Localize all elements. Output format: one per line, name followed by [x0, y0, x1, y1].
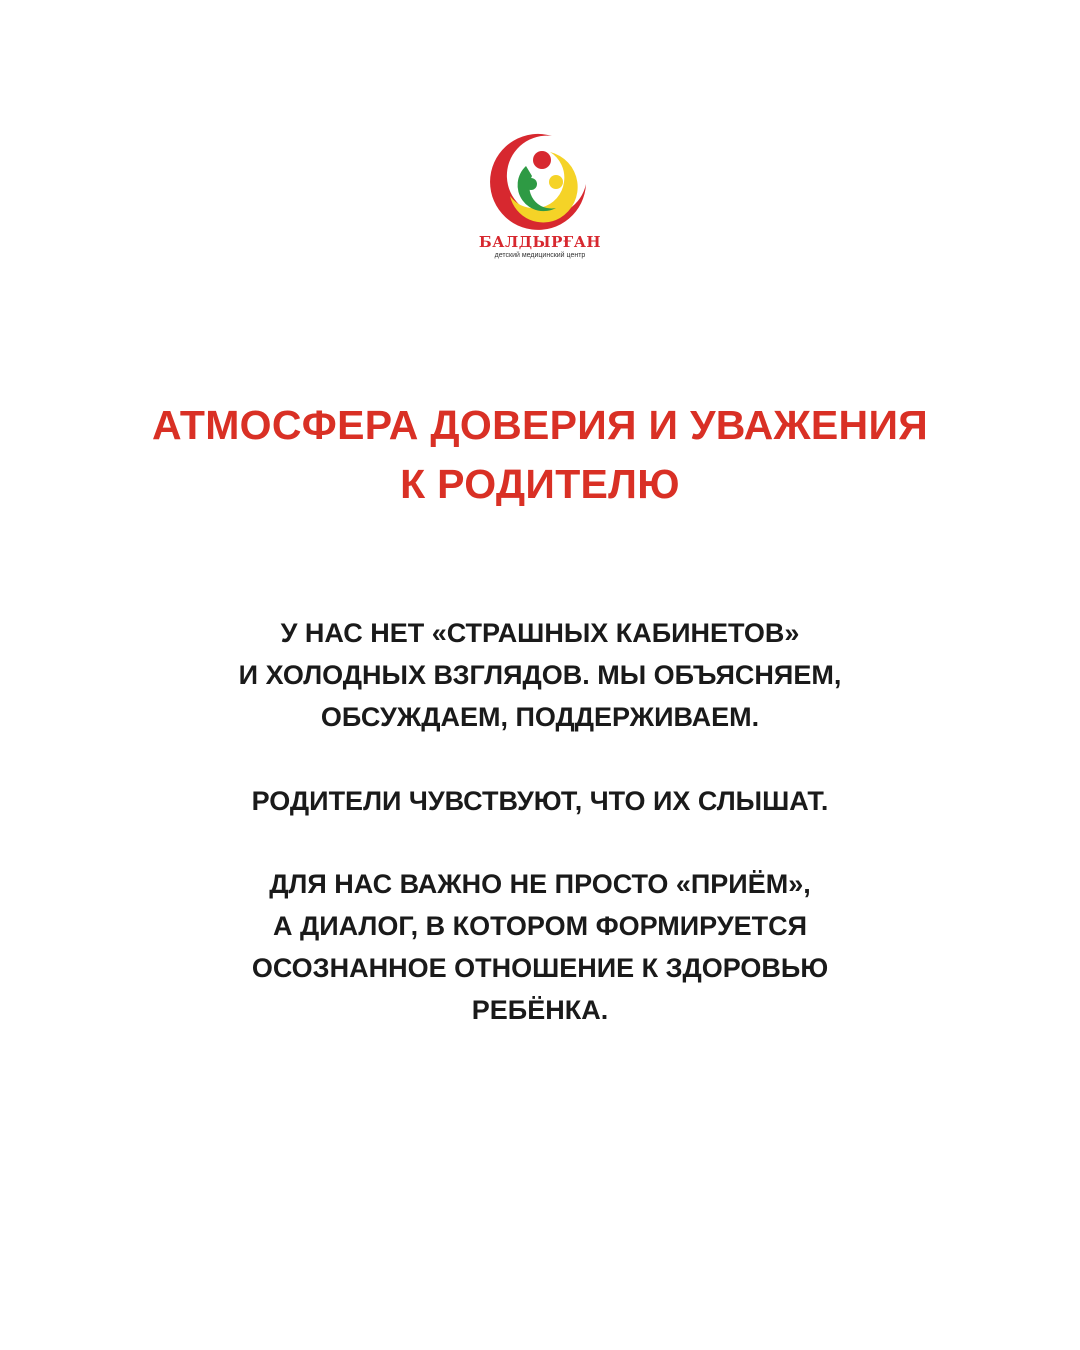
text-line: ОСОЗНАННОЕ ОТНОШЕНИЕ К ЗДОРОВЬЮ	[251, 953, 829, 983]
logo	[470, 128, 610, 268]
title-line: АТМОСФЕРА ДОВЕРИЯ И УВАЖЕНИЯ	[152, 402, 928, 448]
paragraph-dialog	[0, 863, 1080, 1031]
page-title	[0, 396, 1080, 514]
text-line: РОДИТЕЛИ ЧУВСТВУЮТ, ЧТО ИХ СЛЫШАТ.	[251, 786, 829, 816]
title-line: К РОДИТЕЛЮ	[400, 461, 680, 507]
text-line: И ХОЛОДНЫХ ВЗГЛЯДОВ. МЫ ОБЪЯСНЯЕМ,	[238, 660, 842, 690]
text-line: РЕБЁНКА.	[471, 995, 609, 1025]
text-line: А ДИАЛОГ, В КОТОРОМ ФОРМИРУЕТСЯ	[272, 911, 808, 941]
logo-name: БАЛДЫРҒАН	[478, 233, 602, 251]
paragraph-no-scary-rooms	[0, 612, 1080, 738]
paragraph-parents-heard	[0, 780, 1080, 822]
logo-subtitle: детский медицинский центр	[494, 252, 586, 259]
text-line: ОБСУЖДАЕМ, ПОДДЕРЖИВАЕМ.	[320, 702, 760, 732]
text-line: ДЛЯ НАС ВАЖНО НЕ ПРОСТО «ПРИЁМ»,	[269, 869, 811, 899]
text-line: У НАС НЕТ «СТРАШНЫХ КАБИНЕТОВ»	[280, 618, 800, 648]
logo-emblem-icon	[490, 132, 590, 232]
